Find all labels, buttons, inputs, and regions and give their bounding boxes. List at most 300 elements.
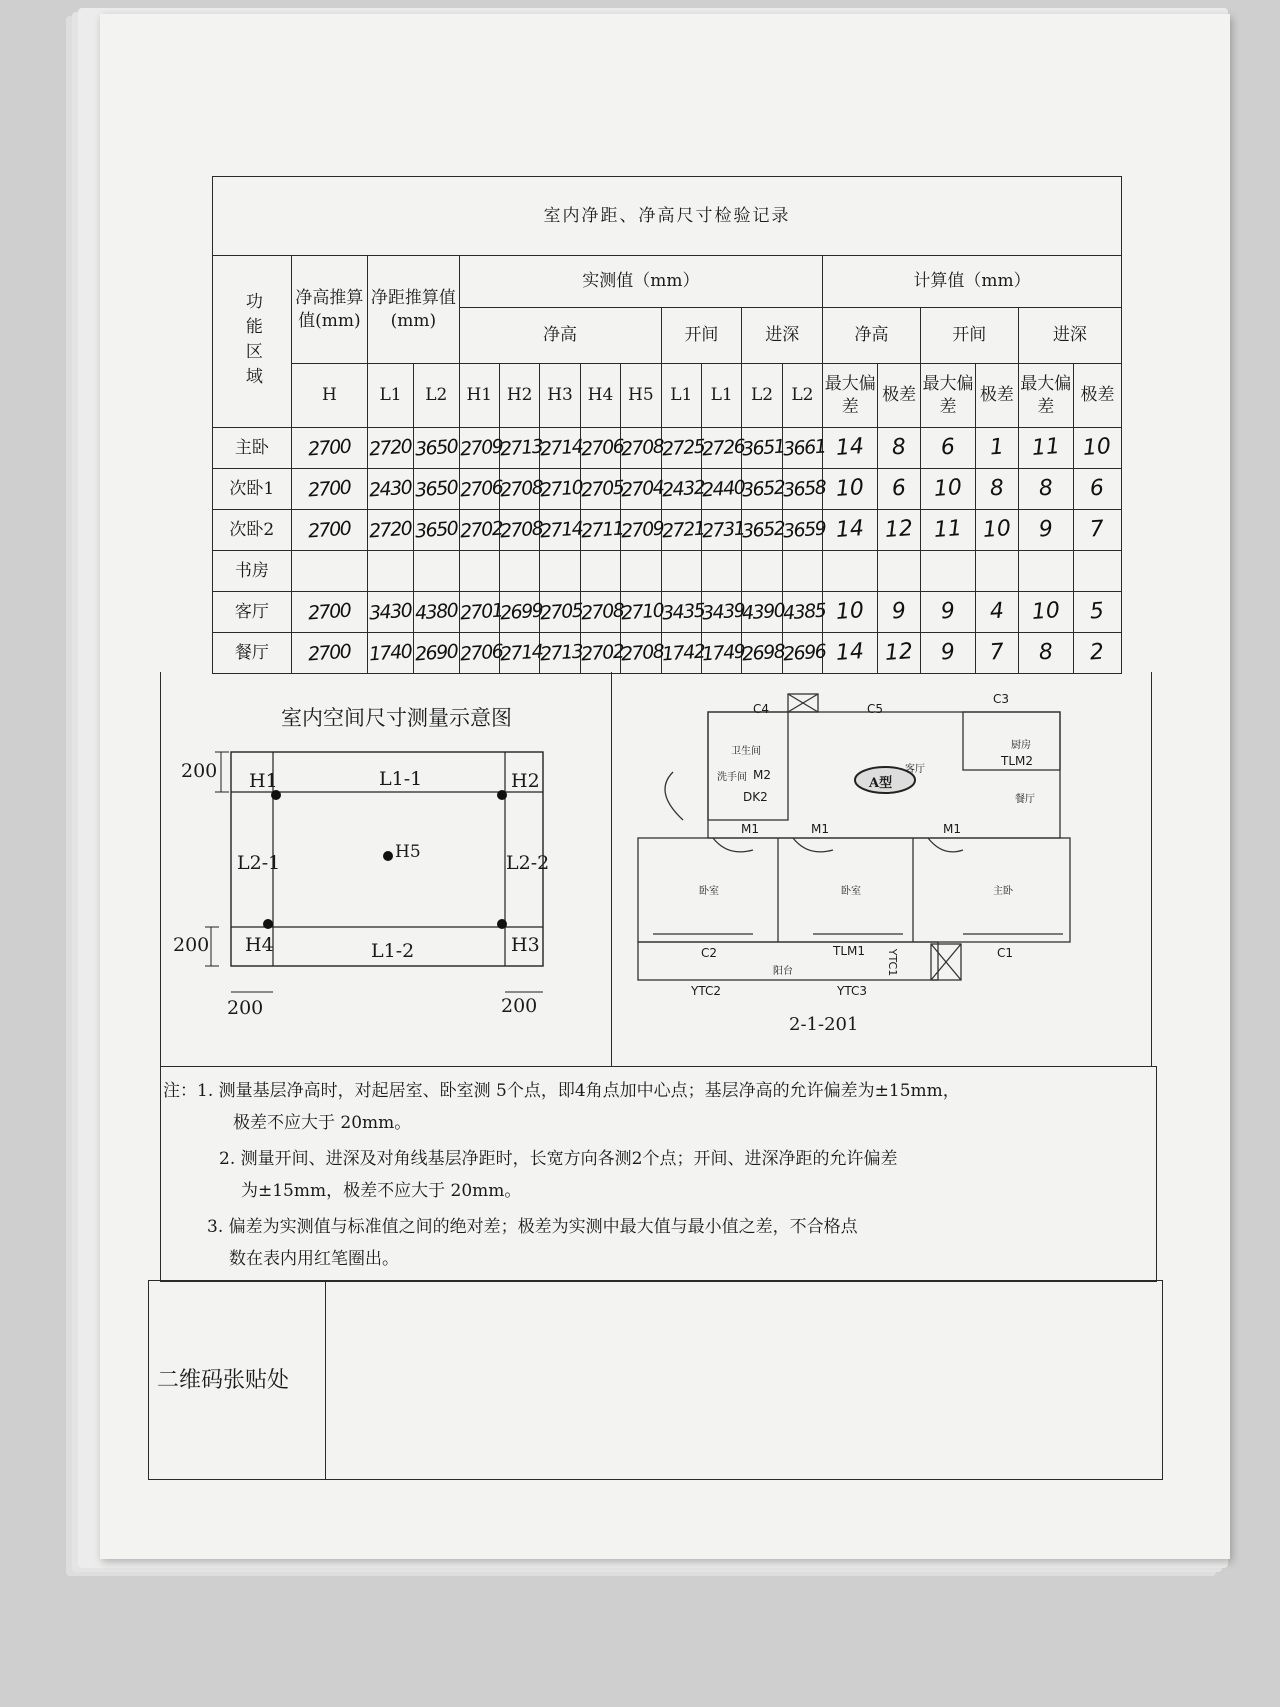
- value-cell-h5: [621, 551, 661, 592]
- handwritten-value: 3650: [414, 517, 459, 543]
- handwritten-value: 1742: [660, 640, 705, 666]
- value-cell-c2: [878, 428, 921, 469]
- plan-dining: 餐厅: [1015, 794, 1035, 805]
- value-cell-l1: [368, 551, 414, 592]
- label-h2: H2: [511, 770, 540, 792]
- plan-c2: C2: [701, 946, 718, 960]
- dim-left-width: 200: [227, 997, 264, 1019]
- handwritten-value: 1749: [701, 640, 745, 666]
- value-cell-k2: [701, 428, 745, 469]
- handwritten-value: 2706: [458, 476, 503, 502]
- value-cell-j2: [781, 510, 826, 551]
- value-cell-h: [291, 510, 368, 551]
- plan-c5: C5: [867, 702, 884, 716]
- value-cell-l2: [413, 428, 459, 469]
- dim-right-width: 200: [501, 995, 538, 1017]
- plan-c4: C4: [753, 702, 770, 716]
- value-cell-c6: [1073, 551, 1121, 592]
- value-cell-c1: [823, 510, 878, 551]
- plan-balcony: 阳台: [773, 966, 793, 977]
- value-cell-h5: [620, 592, 665, 633]
- plan-bedroom-1: 卧室: [699, 886, 719, 897]
- handwritten-value: 7: [988, 639, 1005, 666]
- handwritten-value: 11: [933, 515, 963, 543]
- handwritten-value: 3651: [741, 435, 786, 461]
- col-depth-L2b: L2: [782, 364, 822, 428]
- label-h5: H5: [395, 842, 421, 862]
- value-cell-c3: [920, 510, 975, 551]
- handwritten-value: 2711: [580, 517, 624, 543]
- data-rows: [213, 428, 1122, 674]
- handwritten-value: 10: [1082, 433, 1113, 461]
- notes-section: [160, 1066, 1157, 1282]
- col-H1: H1: [459, 364, 499, 428]
- plan-tlm1: TLM1: [833, 944, 866, 958]
- plan-c3: C3: [993, 692, 1010, 706]
- value-cell-h: [291, 469, 368, 510]
- col-height-maxdev: 最大偏差: [823, 364, 878, 428]
- value-cell-j1: [742, 551, 782, 592]
- handwritten-value: 8: [891, 434, 907, 461]
- value-cell-c3: [920, 592, 975, 633]
- value-cell-k1: [660, 592, 705, 633]
- point-h5: [383, 851, 393, 861]
- col-H5: H5: [621, 364, 661, 428]
- value-cell-h3: [540, 551, 580, 592]
- handwritten-value: 3435: [660, 599, 705, 625]
- handwritten-value: 2432: [660, 476, 705, 502]
- note-3a: 3. 偏差为实测值与标准值之间的绝对差；极差为实测中最大值与最小值之差，不合格点: [207, 1217, 858, 1237]
- plan-ytc3: YTC3: [837, 984, 867, 998]
- qr-paste-area: [326, 1281, 1162, 1479]
- value-cell-h4: [580, 633, 624, 674]
- label-l1-1: L1-1: [379, 768, 423, 790]
- calc-height-header: 净高: [823, 308, 921, 364]
- handwritten-value: 2708: [580, 599, 624, 625]
- handwritten-value: 2714: [539, 435, 584, 461]
- table-row: [213, 592, 1122, 633]
- handwritten-value: 7: [1089, 516, 1106, 543]
- handwritten-value: 2731: [701, 517, 745, 543]
- value-cell-c1: [823, 551, 878, 592]
- value-cell-j1: [741, 510, 786, 551]
- value-cell-h5: [620, 633, 665, 674]
- value-cell-h1: [458, 428, 503, 469]
- qr-code-area: [148, 1280, 1163, 1480]
- value-cell-h3: [539, 469, 584, 510]
- table-row: [213, 633, 1122, 674]
- handwritten-value: 3430: [368, 599, 413, 625]
- calculated-header: 计算值（mm）: [823, 256, 1122, 308]
- handwritten-value: 2713: [499, 435, 544, 461]
- handwritten-value: 14: [835, 638, 866, 666]
- value-cell-l2: [413, 469, 459, 510]
- value-cell-l2: [413, 551, 459, 592]
- plan-washroom: 洗手间: [717, 772, 747, 783]
- record-table: [212, 176, 1122, 674]
- handwritten-value: 2726: [701, 435, 745, 461]
- value-cell-c3: [920, 551, 975, 592]
- handwritten-value: 2705: [539, 599, 584, 625]
- plan-c1: C1: [997, 946, 1014, 960]
- handwritten-value: 2709: [620, 517, 665, 543]
- handwritten-value: 9: [940, 598, 956, 625]
- col-depth-maxdev: 最大偏差: [1018, 364, 1073, 428]
- handwritten-value: 10: [933, 474, 963, 502]
- value-cell-h2: [499, 551, 539, 592]
- height-calc-header: 净高推算值(mm): [291, 256, 368, 364]
- plan-ytc1: YTC1: [886, 948, 900, 977]
- value-cell-h3: [539, 510, 584, 551]
- value-cell-l2: [413, 510, 459, 551]
- plan-living: 客厅: [905, 764, 925, 775]
- handwritten-value: 2706: [580, 435, 624, 461]
- dist-calc-header: 净距推算值(mm): [368, 256, 459, 364]
- value-cell-j2: [782, 551, 822, 592]
- handwritten-value: 12: [884, 515, 914, 543]
- handwritten-value: 3661: [781, 435, 826, 461]
- value-cell-c5: [1018, 469, 1073, 510]
- col-bay-range: 极差: [976, 364, 1019, 428]
- value-cell-c5: [1018, 633, 1073, 674]
- handwritten-value: 8: [1037, 639, 1054, 666]
- value-cell-c2: [878, 510, 921, 551]
- value-cell-c5: [1018, 428, 1073, 469]
- value-cell-l2: [413, 633, 459, 674]
- value-cell-k1: [660, 633, 705, 674]
- handwritten-value: 9: [940, 639, 956, 666]
- col-bay-maxdev: 最大偏差: [920, 364, 975, 428]
- value-cell-c6: [1073, 469, 1121, 510]
- value-cell-h2: [499, 510, 544, 551]
- col-bay-L1a: L1: [661, 364, 701, 428]
- value-cell-c5: [1018, 592, 1073, 633]
- form-title: 室内净距、净高尺寸检验记录: [213, 177, 1122, 256]
- value-cell-l1: [368, 469, 414, 510]
- value-cell-h3: [539, 428, 584, 469]
- handwritten-value: 2699: [499, 599, 544, 625]
- value-cell-h5: [620, 428, 665, 469]
- handwritten-value: 2706: [458, 640, 503, 666]
- handwritten-value: 2430: [368, 476, 413, 502]
- col-L1: L1: [368, 364, 414, 428]
- plan-ytc2: YTC2: [691, 984, 721, 998]
- qr-label-cell: [149, 1281, 326, 1479]
- handwritten-value: 6: [940, 434, 956, 461]
- floor-plan: [613, 672, 1151, 1066]
- value-cell-h4: [580, 469, 624, 510]
- handwritten-value: 1740: [368, 640, 413, 666]
- label-h1: H1: [249, 770, 278, 792]
- value-cell-c6: [1073, 428, 1121, 469]
- col-depth-range: 极差: [1073, 364, 1121, 428]
- value-cell-h: [291, 592, 368, 633]
- handwritten-value: 2708: [499, 517, 544, 543]
- label-l2-1: L2-1: [237, 852, 281, 874]
- value-cell-l1: [368, 592, 414, 633]
- value-cell-h2: [499, 633, 544, 674]
- value-cell-j1: [741, 428, 786, 469]
- plan-m1-left: M1: [741, 822, 759, 836]
- value-cell-c4: [976, 469, 1019, 510]
- value-cell-h1: [459, 551, 499, 592]
- point-h2: [497, 790, 507, 800]
- value-cell-c2: [878, 592, 921, 633]
- value-cell-c5: [1018, 510, 1073, 551]
- value-cell-c4: [976, 592, 1019, 633]
- handwritten-value: 2710: [539, 476, 584, 502]
- handwritten-value: 3439: [701, 599, 745, 625]
- value-cell-k1: [660, 428, 705, 469]
- plan-m1-mid: M1: [811, 822, 829, 836]
- value-cell-k2: [701, 510, 745, 551]
- handwritten-value: 2696: [781, 640, 826, 666]
- value-cell-h2: [499, 469, 544, 510]
- value-cell-l1: [368, 633, 414, 674]
- note-3b: 数在表内用红笔圈出。: [229, 1249, 399, 1269]
- measured-bay-header: 开间: [661, 308, 742, 364]
- handwritten-value: 8: [988, 475, 1005, 502]
- handwritten-value: 4380: [414, 599, 459, 625]
- col-L2: L2: [413, 364, 459, 428]
- handwritten-value: 2440: [701, 476, 745, 502]
- handwritten-value: 14: [835, 515, 866, 543]
- handwritten-value: 2700: [307, 435, 352, 461]
- handwritten-value: 2698: [741, 640, 786, 666]
- col-H2: H2: [499, 364, 539, 428]
- value-cell-c1: [823, 592, 878, 633]
- value-cell-j1: [741, 469, 786, 510]
- point-h3: [497, 919, 507, 929]
- value-cell-h4: [580, 510, 624, 551]
- handwritten-value: 3650: [414, 435, 459, 461]
- area-cell: 主卧: [213, 428, 292, 469]
- handwritten-value: 2700: [307, 599, 352, 625]
- value-cell-h5: [620, 469, 665, 510]
- handwritten-value: 2710: [620, 599, 665, 625]
- value-cell-h: [291, 428, 368, 469]
- plan-type-badge: A型: [869, 776, 893, 791]
- area-cell: 书房: [213, 551, 292, 592]
- diagram-title: 室内空间尺寸测量示意图: [281, 706, 512, 730]
- value-cell-k1: [660, 510, 705, 551]
- handwritten-value: 3659: [781, 517, 826, 543]
- value-cell-c6: [1073, 633, 1121, 674]
- label-l1-2: L1-2: [371, 940, 415, 962]
- floor-plan-drawing: [613, 672, 1151, 1066]
- value-cell-h4: [580, 428, 624, 469]
- handwritten-value: 2702: [580, 640, 624, 666]
- value-cell-c4: [976, 551, 1019, 592]
- label-h4: H4: [245, 934, 274, 956]
- handwritten-value: 9: [891, 598, 907, 625]
- area-cell: 次卧1: [213, 469, 292, 510]
- plan-master-bedroom: 主卧: [993, 886, 1013, 897]
- handwritten-value: 6: [891, 475, 907, 502]
- handwritten-value: 2: [1089, 639, 1106, 666]
- value-cell-l1: [368, 510, 414, 551]
- measurement-diagram: [161, 672, 612, 1066]
- plan-tlm2: TLM2: [1001, 754, 1034, 768]
- note-1a: 注：1. 测量基层净高时，对起居室、卧室测 5个点，即4角点加中心点；基层净高的允许偏差为±15mm，: [163, 1081, 960, 1101]
- value-cell-l2: [413, 592, 459, 633]
- value-cell-j2: [781, 469, 826, 510]
- handwritten-value: 2725: [660, 435, 705, 461]
- handwritten-value: 2713: [539, 640, 584, 666]
- value-cell-k2: [701, 469, 745, 510]
- value-cell-c2: [878, 551, 921, 592]
- handwritten-value: 3650: [414, 476, 459, 502]
- plan-kitchen: 厨房: [1011, 740, 1031, 751]
- value-cell-k1: [660, 469, 705, 510]
- value-cell-h1: [458, 592, 503, 633]
- handwritten-value: 2708: [620, 640, 665, 666]
- note-1b: 极差不应大于 20mm。: [233, 1113, 412, 1133]
- value-cell-c4: [976, 428, 1019, 469]
- handwritten-value: 10: [835, 597, 866, 625]
- handwritten-value: 2720: [368, 435, 413, 461]
- measured-header: 实测值（mm）: [459, 256, 823, 308]
- handwritten-value: 12: [884, 638, 914, 666]
- value-cell-c3: [920, 469, 975, 510]
- col-H4: H4: [580, 364, 620, 428]
- value-cell-k2: [701, 633, 745, 674]
- handwritten-value: 10: [1030, 597, 1061, 625]
- handwritten-value: 2690: [414, 640, 459, 666]
- value-cell-h3: [539, 633, 584, 674]
- value-cell-h5: [620, 510, 665, 551]
- handwritten-value: 6: [1089, 475, 1106, 502]
- handwritten-value: 10: [982, 515, 1012, 543]
- label-h3: H3: [511, 934, 540, 956]
- value-cell-h2: [499, 428, 544, 469]
- value-cell-j2: [781, 428, 826, 469]
- handwritten-value: 2720: [368, 517, 413, 543]
- value-cell-c2: [878, 633, 921, 674]
- handwritten-value: 4: [988, 598, 1005, 625]
- handwritten-value: 3658: [781, 476, 826, 502]
- inspection-form: [212, 176, 1122, 674]
- value-cell-c3: [920, 428, 975, 469]
- area-header: 功能区域: [213, 256, 292, 428]
- value-cell-c3: [920, 633, 975, 674]
- table-row: [213, 428, 1122, 469]
- handwritten-value: 2701: [458, 599, 503, 625]
- table-row: [213, 510, 1122, 551]
- handwritten-value: 2700: [307, 476, 352, 502]
- value-cell-h4: [580, 592, 624, 633]
- col-bay-L1b: L1: [701, 364, 741, 428]
- handwritten-value: 3652: [741, 517, 786, 543]
- measured-height-header: 净高: [459, 308, 661, 364]
- value-cell-j1: [741, 633, 786, 674]
- value-cell-h4: [580, 551, 620, 592]
- col-height-range: 极差: [878, 364, 921, 428]
- handwritten-value: 3652: [741, 476, 786, 502]
- area-cell: 客厅: [213, 592, 292, 633]
- handwritten-value: 2705: [580, 476, 624, 502]
- handwritten-value: 4390: [741, 599, 786, 625]
- plan-unit-code: 2-1-201: [789, 1014, 859, 1035]
- value-cell-c6: [1073, 592, 1121, 633]
- value-cell-h1: [458, 633, 503, 674]
- plan-m2: M2: [753, 768, 771, 782]
- col-depth-L2a: L2: [742, 364, 782, 428]
- handwritten-value: 2700: [307, 517, 352, 543]
- handwritten-value: 2714: [499, 640, 544, 666]
- plan-dk2: DK2: [743, 790, 768, 804]
- area-cell: 餐厅: [213, 633, 292, 674]
- value-cell-j2: [781, 633, 826, 674]
- handwritten-value: 2700: [307, 640, 352, 666]
- value-cell-l1: [368, 428, 414, 469]
- handwritten-value: 5: [1089, 598, 1106, 625]
- value-cell-c2: [878, 469, 921, 510]
- value-cell-c4: [976, 510, 1019, 551]
- handwritten-value: 11: [1030, 433, 1061, 461]
- dim-bottom: 200: [173, 934, 210, 956]
- handwritten-value: 2721: [660, 517, 705, 543]
- table-row: [213, 469, 1122, 510]
- diagram-section: [160, 672, 1152, 1067]
- handwritten-value: 10: [835, 474, 866, 502]
- table-row: [213, 551, 1122, 592]
- handwritten-value: 2704: [620, 476, 665, 502]
- value-cell-h1: [458, 469, 503, 510]
- value-cell-j2: [781, 592, 826, 633]
- label-l2-2: L2-2: [506, 852, 550, 874]
- value-cell-k2: [701, 551, 741, 592]
- point-h4: [263, 919, 273, 929]
- value-cell-h3: [539, 592, 584, 633]
- value-cell-c4: [976, 633, 1019, 674]
- qr-label: 二维码张贴处: [157, 1368, 290, 1393]
- plan-m1-right: M1: [943, 822, 961, 836]
- handwritten-value: 1: [988, 434, 1005, 461]
- handwritten-value: 2708: [499, 476, 544, 502]
- handwritten-value: 2709: [458, 435, 503, 461]
- value-cell-h: [291, 633, 368, 674]
- value-cell-c1: [823, 469, 878, 510]
- plan-bathroom: 卫生间: [731, 746, 761, 757]
- handwritten-value: 9: [1037, 516, 1054, 543]
- value-cell-c5: [1018, 551, 1073, 592]
- col-H3: H3: [540, 364, 580, 428]
- handwritten-value: 2708: [620, 435, 665, 461]
- value-cell-k1: [661, 551, 701, 592]
- handwritten-value: 2714: [539, 517, 584, 543]
- handwritten-value: 4385: [781, 599, 826, 625]
- value-cell-c6: [1073, 510, 1121, 551]
- value-cell-k2: [701, 592, 745, 633]
- note-2b: 为±15mm，极差不应大于 20mm。: [241, 1181, 522, 1201]
- calc-bay-header: 开间: [920, 308, 1018, 364]
- handwritten-value: 2702: [458, 517, 503, 543]
- col-H: H: [291, 364, 368, 428]
- calc-depth-header: 进深: [1018, 308, 1121, 364]
- area-cell: 次卧2: [213, 510, 292, 551]
- dim-top: 200: [181, 760, 218, 782]
- handwritten-value: 8: [1037, 475, 1054, 502]
- value-cell-j1: [741, 592, 786, 633]
- value-cell-h: [291, 551, 368, 592]
- value-cell-c1: [823, 633, 878, 674]
- value-cell-h2: [499, 592, 544, 633]
- value-cell-h1: [458, 510, 503, 551]
- plan-bedroom-2: 卧室: [841, 886, 861, 897]
- measured-depth-header: 进深: [742, 308, 823, 364]
- note-2a: 2. 测量开间、进深及对角线基层净距时，长宽方向各测2个点；开间、进深净距的允许偏差: [219, 1149, 898, 1169]
